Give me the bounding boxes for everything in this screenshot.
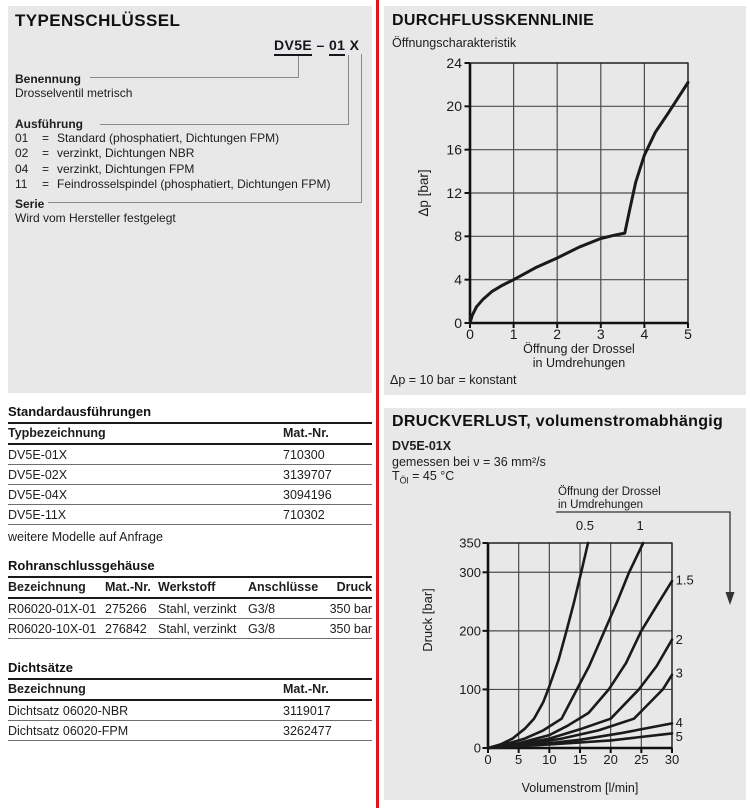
x-tick-label: 3 <box>596 326 605 342</box>
seals-table-title: Dichtsätze <box>8 660 372 680</box>
pressure-annotation-line1: Öffnung der Drossel <box>558 486 661 498</box>
table-header-row <box>8 578 372 598</box>
column-header: Werkstoff <box>158 578 248 598</box>
tables-section <box>8 404 372 741</box>
y-tick-label: 0 <box>454 314 462 331</box>
table-cell: DV5E-04X <box>8 485 283 505</box>
table-header-row <box>8 680 372 700</box>
flow-plot <box>446 55 692 342</box>
flow-chart-ylabel: Δp [bar] <box>416 169 431 217</box>
table-row <box>8 444 372 465</box>
pressure-section-title: DRUCKVERLUST, volumenstromabhängig <box>392 413 724 430</box>
spacer <box>8 544 372 558</box>
pressure-loss-panel <box>384 408 746 800</box>
housing-table <box>8 578 372 639</box>
column-header: Mat.-Nr. <box>283 680 372 700</box>
x-tick-label: 2 <box>553 326 562 342</box>
standard-table-footer: weitere Modelle auf Anfrage <box>8 530 163 544</box>
table-cell: 350 bar <box>317 619 372 639</box>
column-header: Bezeichnung <box>8 578 105 598</box>
series-label-4: 4 <box>675 714 683 730</box>
type-key-title: TYPENSCHLÜSSEL <box>15 11 181 30</box>
table-cell: 710302 <box>283 505 372 525</box>
flow-section-subtitle: Öffnungscharakteristik <box>392 36 517 50</box>
x-tick-label: 30 <box>664 752 680 767</box>
table-cell: DV5E-01X <box>8 444 283 465</box>
table-row <box>8 721 372 741</box>
pressure-annotation-line2: in Umdrehungen <box>558 499 644 511</box>
table-row <box>8 485 372 505</box>
pressure-condition-temperature: $T_{Öl} = 45$ °C <box>392 469 455 486</box>
type-key-option: 11 = Feindrosselspindel (phosphatiert, Dichtungen FPM) <box>15 176 331 191</box>
series-label-3: 3 <box>675 665 683 681</box>
table-cell: 710300 <box>283 444 372 465</box>
x-tick-label: 15 <box>572 752 588 767</box>
y-tick-label: 300 <box>459 564 481 580</box>
column-header: Anschlüsse <box>248 578 317 598</box>
flow-chart-xlabel-line1: Öffnung der Drossel <box>523 342 635 356</box>
table-row <box>8 505 372 525</box>
table-cell: 3094196 <box>283 485 372 505</box>
red-column-divider <box>376 0 379 808</box>
flow-chart-note: Δp = 10 bar = konstant <box>390 373 517 387</box>
series-label-2: 2 <box>675 632 683 648</box>
table-row <box>8 598 372 619</box>
table-row <box>8 619 372 639</box>
type-code <box>274 37 359 53</box>
pressure-chart <box>384 408 746 800</box>
table-cell: 3262477 <box>283 721 372 741</box>
x-tick-label: 25 <box>634 752 649 767</box>
y-tick-label: 350 <box>459 535 481 551</box>
pressure-chart-ylabel: Druck [bar] <box>420 588 435 652</box>
type-key-option: 04 = verzinkt, Dichtungen FPM <box>15 161 195 176</box>
column-header: Mat.-Nr. <box>283 424 372 444</box>
y-tick-label: 24 <box>446 54 462 71</box>
table-cell: Dichtsatz 06020-FPM <box>8 721 283 741</box>
flow-characteristic-panel <box>384 6 746 395</box>
table-header-row <box>8 424 372 444</box>
seals-table <box>8 680 372 741</box>
column-header: Druck <box>317 578 372 598</box>
table-row <box>8 465 372 485</box>
ausfuehrung-label: Ausführung <box>15 117 87 131</box>
table-cell: DV5E-02X <box>8 465 283 485</box>
series-curve-Δp(Umdrehungen) bei Q konstant <box>470 83 688 324</box>
table-cell: 350 bar <box>317 598 372 619</box>
type-code-dash: – <box>316 37 325 53</box>
table-cell: R06020-10X-01 <box>8 619 105 639</box>
x-tick-label: 5 <box>684 326 692 342</box>
table-cell: R06020-01X-01 <box>8 598 105 619</box>
y-tick-label: 100 <box>459 681 481 697</box>
y-tick-label: 4 <box>454 271 462 288</box>
flow-section-title: DURCHFLUSSKENNLINIE <box>392 12 595 29</box>
x-tick-label: 1 <box>509 326 518 342</box>
spacer <box>8 639 372 660</box>
x-tick-label: 20 <box>603 752 618 767</box>
x-tick-label: 5 <box>515 752 523 767</box>
table-row <box>8 700 372 721</box>
y-tick-label: 16 <box>446 141 462 158</box>
y-tick-label: 12 <box>446 184 462 201</box>
series-label-5: 5 <box>675 728 683 744</box>
series-label-1: 1 <box>636 518 644 534</box>
pressure-chart-xlabel: Volumenstrom [l/min] <box>521 781 639 795</box>
type-key-option: 01 = Standard (phosphatiert, Dichtungen FPM) <box>15 131 280 145</box>
housing-table-title: Rohranschlussgehäuse <box>8 558 372 578</box>
y-tick-label: 20 <box>446 98 462 115</box>
table-cell: 276842 <box>105 619 158 639</box>
series-label-0.5: 0.5 <box>575 518 594 534</box>
type-code-series: X <box>349 37 360 53</box>
table-cell: Dichtsatz 06020-NBR <box>8 700 283 721</box>
standard-table <box>8 424 372 525</box>
pressure-plot <box>459 518 693 767</box>
benennung-text: Drosselventil metrisch <box>15 86 133 100</box>
x-tick-label: 4 <box>640 326 649 342</box>
y-tick-label: 0 <box>473 740 481 756</box>
table-cell: G3/8 <box>248 619 317 639</box>
x-tick-label: 0 <box>466 326 474 342</box>
series-curve-0.5 <box>488 543 588 748</box>
type-code-variant: 01 <box>329 37 345 56</box>
type-code-model: DV5E <box>274 37 312 56</box>
flow-chart <box>384 6 746 395</box>
y-tick-label: 200 <box>459 623 481 639</box>
y-tick-label: 8 <box>454 228 462 245</box>
ausfuehrung-options <box>15 132 365 193</box>
pressure-condition-viscosity: gemessen bei ν = 36 mm²/s <box>392 455 546 469</box>
table-cell: 3139707 <box>283 465 372 485</box>
serie-label: Serie <box>15 197 48 211</box>
benennung-label: Benennung <box>15 72 85 86</box>
table-cell: Stahl, verzinkt <box>158 619 248 639</box>
table-cell: Stahl, verzinkt <box>158 598 248 619</box>
table-cell: 3119017 <box>283 700 372 721</box>
x-tick-label: 10 <box>542 752 557 767</box>
table-cell: DV5E-11X <box>8 505 283 525</box>
annotation-arrow-icon <box>726 592 735 605</box>
series-label-1.5: 1.5 <box>675 572 694 588</box>
type-key-option: 02 = verzinkt, Dichtungen NBR <box>15 146 195 161</box>
pressure-model: DV5E-01X <box>392 439 452 453</box>
flow-chart-xlabel-line2: in Umdrehungen <box>532 356 626 370</box>
type-key-panel <box>8 6 372 393</box>
series-curve-1 <box>488 543 643 748</box>
column-header: Mat.-Nr. <box>105 578 158 598</box>
table-cell: G3/8 <box>248 598 317 619</box>
table-cell: 275266 <box>105 598 158 619</box>
standard-table-title: Standardausführungen <box>8 404 372 424</box>
serie-text: Wird vom Hersteller festgelegt <box>15 211 176 225</box>
column-header: Bezeichnung <box>8 680 283 700</box>
x-tick-label: 0 <box>484 752 492 767</box>
column-header: Typbezeichnung <box>8 424 283 444</box>
